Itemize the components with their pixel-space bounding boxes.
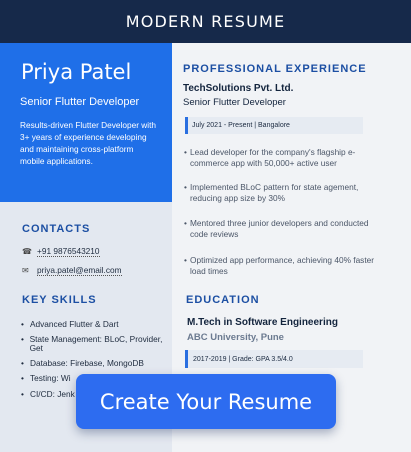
skill-item: • Database: Firebase, MongoDB (21, 358, 144, 368)
page-title: MODERN RESUME (125, 12, 286, 31)
degree: M.Tech in Software Engineering (187, 317, 338, 328)
skills-heading: KEY SKILLS (22, 294, 97, 306)
skill-item: • State Management: BLoC, Provider, Get (21, 334, 163, 353)
job-title: Senior Flutter Developer (183, 97, 286, 108)
profile-role: Senior Flutter Developer (20, 96, 140, 108)
job-dates: July 2021 - Present | Bangalore (185, 117, 363, 134)
contact-phone[interactable] (22, 246, 100, 257)
create-resume-label: Create Your Resume (99, 389, 313, 414)
contact-email[interactable] (22, 265, 122, 276)
phone-text: +91 9876543210 (37, 246, 100, 256)
profile-name: Priya Patel (21, 60, 132, 84)
profile-card (0, 43, 172, 202)
page-header (0, 0, 411, 43)
skill-item: • Testing: Wi (21, 373, 71, 383)
education-heading: EDUCATION (186, 294, 260, 306)
experience-heading: PROFESSIONAL EXPERIENCE (183, 63, 367, 75)
email-icon: ✉ (22, 266, 29, 275)
school: ABC University, Pune (187, 332, 284, 343)
experience-bullet: • Optimized app performance, achieving 40% faster load times (184, 255, 375, 276)
create-resume-button[interactable] (76, 374, 336, 429)
company-name: TechSolutions Pvt. Ltd. (183, 83, 294, 94)
profile-summary: Results-driven Flutter Developer with 3+ years of experience developing and maintaining cross-platform mobile applications. (20, 120, 157, 166)
experience-bullet: • Implemented BLoC pattern for state agement, reducing app size by 30% (184, 182, 359, 203)
skill-item: • Advanced Flutter & Dart (21, 319, 119, 329)
phone-icon: ☎ (22, 247, 32, 256)
experience-bullet: • Mentored three junior developers and conducted code reviews (184, 218, 369, 239)
email-text: priya.patel@email.com (37, 265, 122, 275)
skill-item: • CI/CD: Jenk (21, 389, 75, 399)
contacts-heading: CONTACTS (22, 223, 91, 235)
education-dates: 2017-2019 | Grade: GPA 3.5/4.0 (185, 350, 363, 368)
experience-bullet: • Lead developer for the company's flagship e-commerce app with 50,000+ active user (184, 147, 356, 168)
